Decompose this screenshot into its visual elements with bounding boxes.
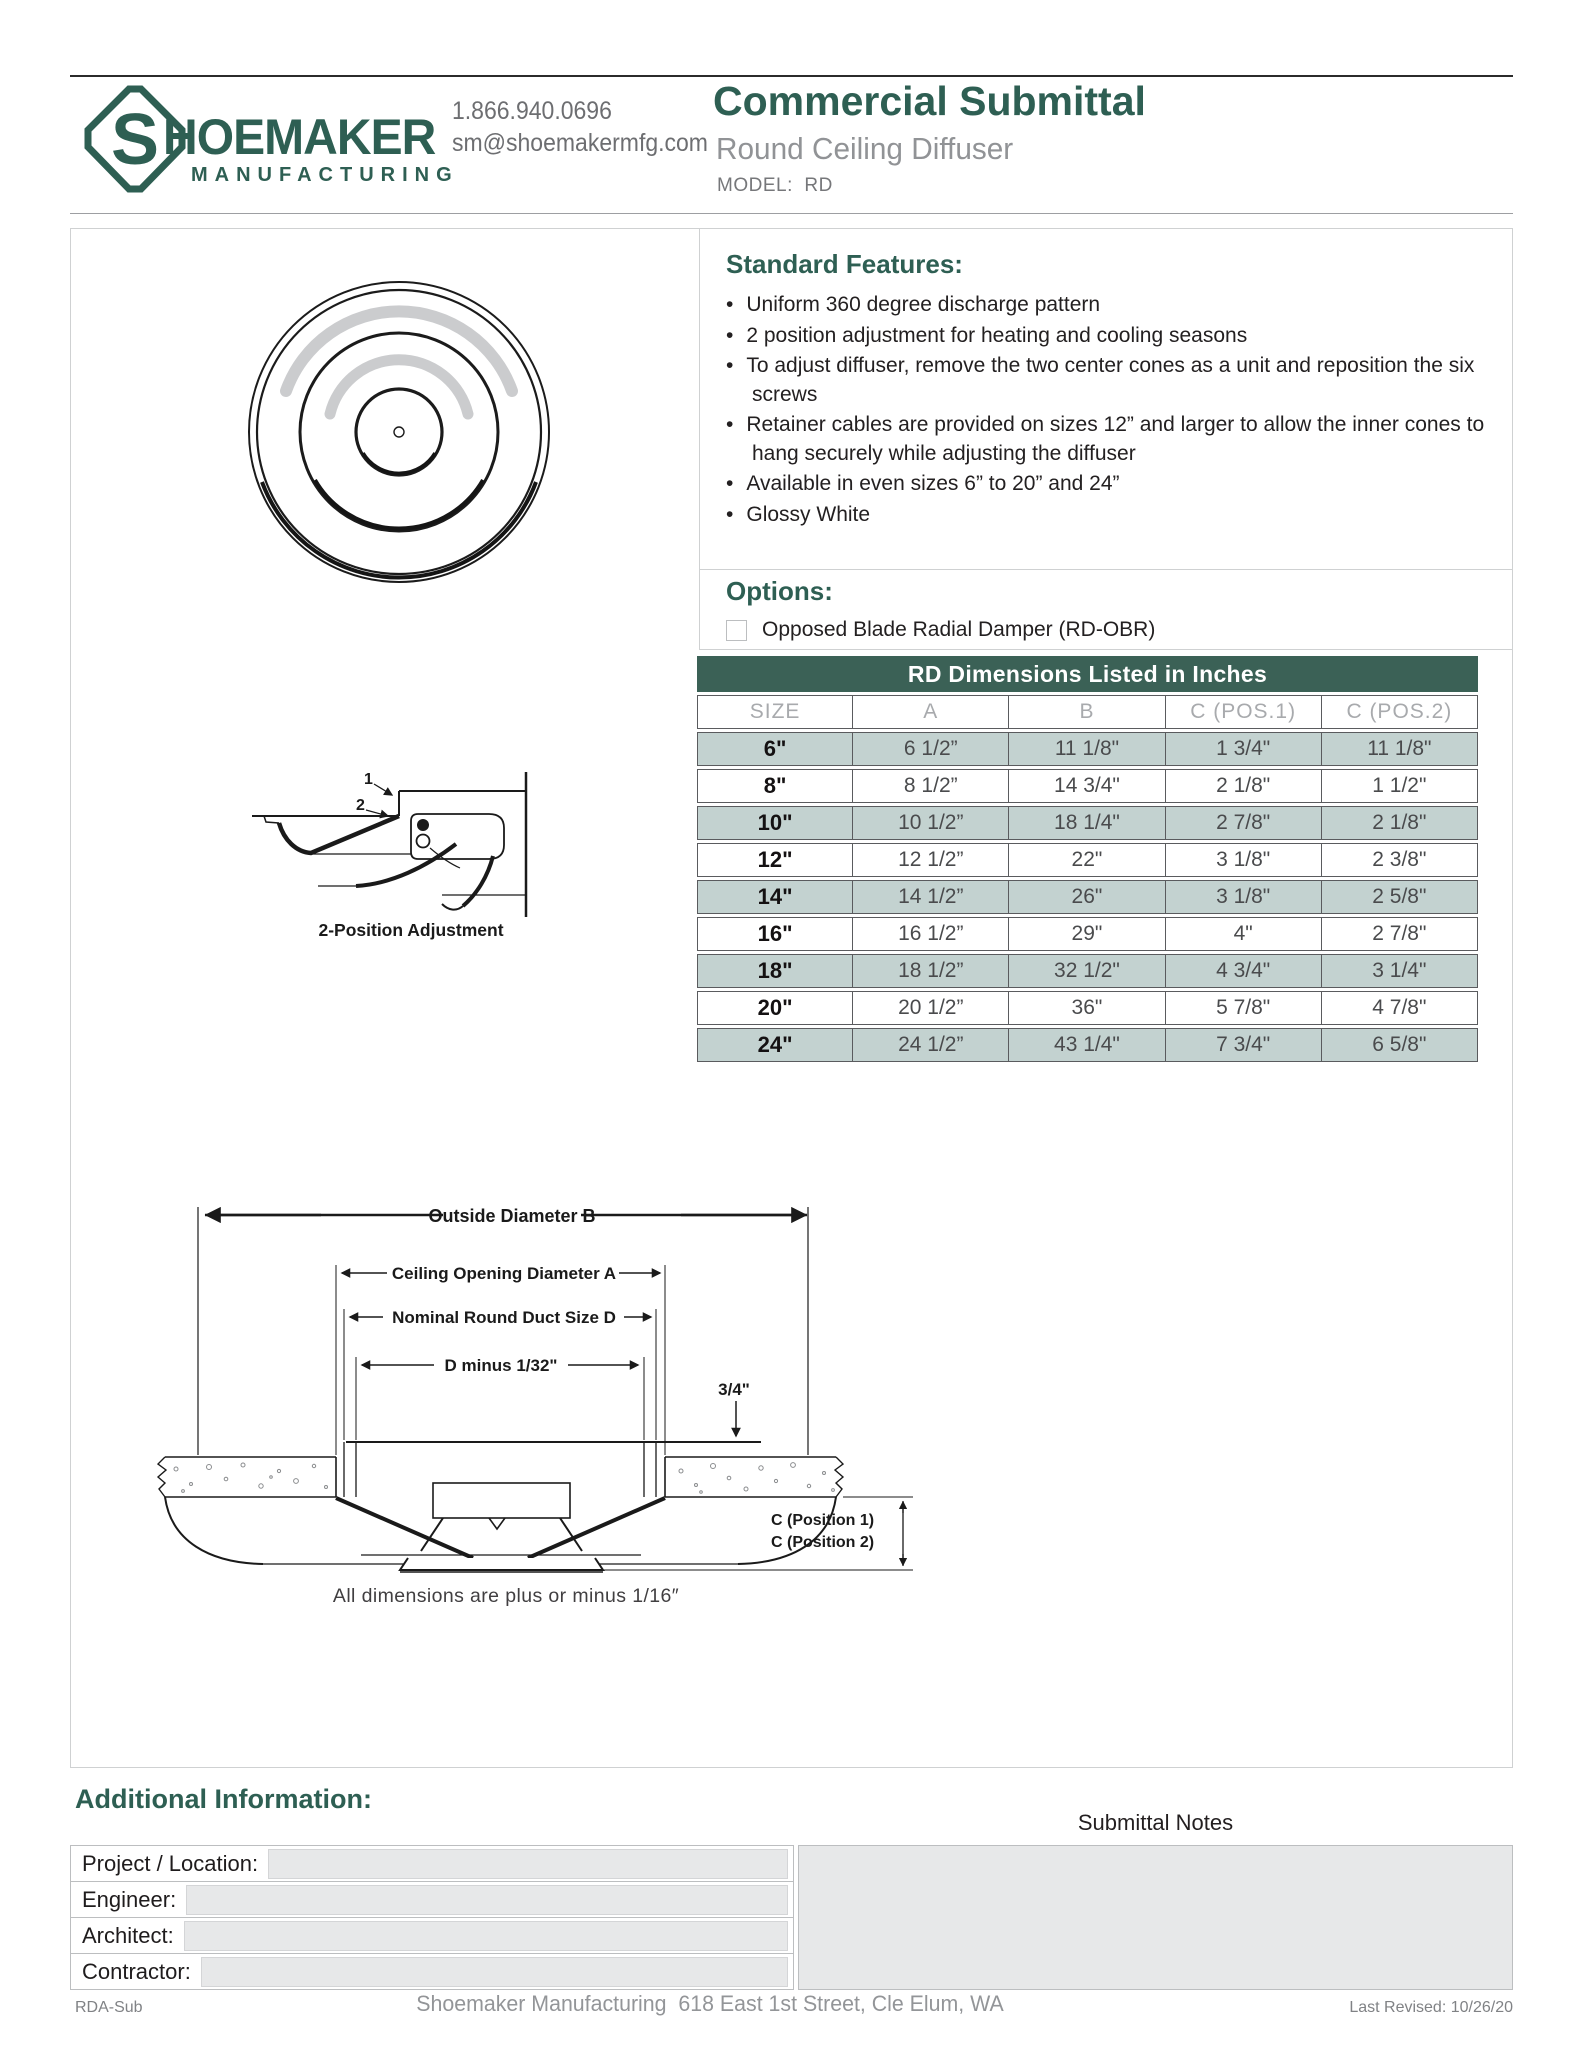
options-heading: Options: bbox=[726, 576, 833, 606]
dim-value-cell: 16 1/2” bbox=[853, 917, 1009, 951]
email-address: sm@shoemakermfg.com bbox=[452, 129, 708, 157]
panel-divider-vertical bbox=[699, 229, 700, 650]
page-title: Commercial Submittal bbox=[713, 78, 1146, 124]
dim-table-header-row bbox=[697, 695, 1478, 729]
header-top-rule bbox=[70, 75, 1513, 77]
dim-value-cell: 4" bbox=[1166, 917, 1322, 951]
dim-value-cell: 32 1/2" bbox=[1009, 954, 1165, 988]
dim-value-cell: 6 5/8" bbox=[1322, 1028, 1478, 1062]
cross-section-diagram bbox=[121, 1159, 921, 1611]
dim-size-cell: 12" bbox=[697, 843, 853, 877]
dim-value-cell: 2 1/8" bbox=[1322, 806, 1478, 840]
dim-label-c-pos2: C (Position 2) bbox=[771, 1534, 875, 1551]
model-label: MODEL: RD bbox=[717, 175, 833, 196]
dim-label-d-minus: D minus 1/32" bbox=[444, 1356, 558, 1375]
dim-value-cell: 2 3/8" bbox=[1322, 843, 1478, 877]
dim-value-cell: 26" bbox=[1009, 880, 1165, 914]
dim-value-cell: 20 1/2” bbox=[853, 991, 1009, 1025]
adjustment-callout-2: 2 bbox=[356, 797, 365, 814]
dim-size-cell: 8" bbox=[697, 769, 853, 803]
dim-value-cell: 22" bbox=[1009, 843, 1165, 877]
info-fields bbox=[70, 1845, 794, 1990]
dimensions-table-title: RD Dimensions Listed in Inches bbox=[697, 656, 1478, 692]
dim-table-row bbox=[697, 917, 1478, 951]
dim-value-cell: 10 1/2” bbox=[853, 806, 1009, 840]
dim-size-cell: 14" bbox=[697, 880, 853, 914]
dim-value-cell: 18 1/2” bbox=[853, 954, 1009, 988]
dim-label-c-pos1: C (Position 1) bbox=[771, 1512, 875, 1529]
dimensions-table bbox=[697, 692, 1478, 1065]
dim-size-cell: 6" bbox=[697, 732, 853, 766]
dim-value-cell: 14 1/2” bbox=[853, 880, 1009, 914]
dim-value-cell: 11 1/8" bbox=[1009, 732, 1165, 766]
dim-value-cell: 1 1/2" bbox=[1322, 769, 1478, 803]
feature-item: • Glossy White bbox=[726, 501, 1496, 530]
dim-value-cell: 11 1/8" bbox=[1322, 732, 1478, 766]
footer-revision-date: Last Revised: 10/26/20 bbox=[1349, 1999, 1513, 2016]
product-subtitle: Round Ceiling Diffuser bbox=[716, 131, 1014, 166]
info-field-label: Contractor: bbox=[82, 1958, 191, 1984]
dimensions-table-container bbox=[697, 656, 1478, 1065]
dim-value-cell: 3 1/4" bbox=[1322, 954, 1478, 988]
footer-company-address: Shoemaker Manufacturing 618 East 1st Street, Cle Elum, WA bbox=[416, 1991, 1004, 2016]
dim-value-cell: 7 3/4" bbox=[1166, 1028, 1322, 1062]
feature-item: • 2 position adjustment for heating and cooling seasons bbox=[726, 322, 1496, 351]
dim-label-outside-b: Outside Diameter B bbox=[428, 1206, 596, 1226]
dim-table-row bbox=[697, 1028, 1478, 1062]
dim-label-duct-d: Nominal Round Duct Size D bbox=[392, 1308, 616, 1327]
info-field-label: Project / Location: bbox=[82, 1850, 259, 1876]
dim-value-cell: 18 1/4" bbox=[1009, 806, 1165, 840]
info-field-row bbox=[71, 1846, 793, 1882]
dim-table-row bbox=[697, 991, 1478, 1025]
dim-value-cell: 43 1/4" bbox=[1009, 1028, 1165, 1062]
logo-subtitle: MANUFACTURING bbox=[191, 164, 459, 186]
header-bottom-rule bbox=[70, 213, 1513, 214]
dim-table-body bbox=[697, 732, 1478, 1062]
dim-column-header: C (POS.2) bbox=[1322, 695, 1478, 729]
info-field-input[interactable] bbox=[201, 1957, 788, 1987]
submittal-notes-title: Submittal Notes bbox=[1077, 1810, 1234, 1835]
adjustment-caption: 2-Position Adjustment bbox=[318, 920, 504, 940]
dim-table-row bbox=[697, 880, 1478, 914]
dim-table-row bbox=[697, 806, 1478, 840]
dim-value-cell: 2 7/8" bbox=[1322, 917, 1478, 951]
dim-value-cell: 2 7/8" bbox=[1166, 806, 1322, 840]
dim-value-cell: 8 1/2” bbox=[853, 769, 1009, 803]
feature-item: • Available in even sizes 6” to 20” and 24” bbox=[726, 470, 1496, 499]
info-field-row bbox=[71, 1954, 793, 1989]
option-label: Opposed Blade Radial Damper (RD-OBR) bbox=[762, 618, 1156, 641]
dim-value-cell: 2 1/8" bbox=[1166, 769, 1322, 803]
dim-table-row bbox=[697, 769, 1478, 803]
info-field-input[interactable] bbox=[184, 1921, 788, 1951]
additional-info-heading: Additional Information: bbox=[75, 1784, 372, 1814]
info-field-input[interactable] bbox=[186, 1885, 788, 1915]
logo-s-letter: S bbox=[110, 100, 160, 180]
submittal-notes-box[interactable] bbox=[798, 1845, 1513, 1990]
logo-wordmark: HOEMAKER bbox=[163, 109, 436, 165]
feature-item: • Retainer cables are provided on sizes 12” and larger to allow the inner cones to hang securely while adjusting the diffuser bbox=[726, 411, 1496, 468]
dim-value-cell: 24 1/2” bbox=[853, 1028, 1009, 1062]
info-field-label: Engineer: bbox=[82, 1886, 177, 1912]
dim-value-cell: 6 1/2” bbox=[853, 732, 1009, 766]
info-field-label: Architect: bbox=[82, 1922, 174, 1948]
info-field-row bbox=[71, 1918, 793, 1954]
dim-size-cell: 20" bbox=[697, 991, 853, 1025]
dim-column-header: C (POS.1) bbox=[1166, 695, 1322, 729]
diffuser-top-view-diagram bbox=[229, 269, 569, 599]
features-options-divider bbox=[699, 569, 1512, 570]
feature-item: • Uniform 360 degree discharge pattern bbox=[726, 291, 1496, 320]
dim-label-flange: 3/4" bbox=[718, 1380, 750, 1399]
dim-column-header: B bbox=[1009, 695, 1165, 729]
dim-size-cell: 10" bbox=[697, 806, 853, 840]
dim-size-cell: 18" bbox=[697, 954, 853, 988]
phone-number: 1.866.940.0696 bbox=[452, 97, 612, 125]
dim-value-cell: 14 3/4" bbox=[1009, 769, 1165, 803]
dim-table-row bbox=[697, 732, 1478, 766]
dim-table-row bbox=[697, 954, 1478, 988]
dim-value-cell: 1 3/4" bbox=[1166, 732, 1322, 766]
dim-size-cell: 16" bbox=[697, 917, 853, 951]
dim-value-cell: 3 1/8" bbox=[1166, 880, 1322, 914]
dim-value-cell: 12 1/2” bbox=[853, 843, 1009, 877]
footer-doc-code: RDA-Sub bbox=[75, 1999, 143, 2016]
features-list bbox=[726, 291, 1496, 531]
dim-column-header: SIZE bbox=[697, 695, 853, 729]
dim-size-cell: 24" bbox=[697, 1028, 853, 1062]
dim-value-cell: 2 5/8" bbox=[1322, 880, 1478, 914]
dim-column-header: A bbox=[853, 695, 1009, 729]
dim-label-opening-a: Ceiling Opening Diameter A bbox=[391, 1264, 617, 1283]
dim-value-cell: 4 3/4" bbox=[1166, 954, 1322, 988]
adjustment-callout-1: 1 bbox=[364, 771, 373, 788]
info-field-row bbox=[71, 1882, 793, 1918]
dim-value-cell: 29" bbox=[1009, 917, 1165, 951]
dim-value-cell: 5 7/8" bbox=[1166, 991, 1322, 1025]
option-checkbox[interactable] bbox=[726, 620, 747, 641]
dim-value-cell: 4 7/8" bbox=[1322, 991, 1478, 1025]
options-bottom-divider bbox=[699, 649, 1512, 650]
option-row bbox=[726, 618, 1155, 642]
dim-value-cell: 3 1/8" bbox=[1166, 843, 1322, 877]
info-field-input[interactable] bbox=[268, 1849, 788, 1879]
feature-item: • To adjust diffuser, remove the two center cones as a unit and reposition the six screws bbox=[726, 352, 1496, 409]
dim-value-cell: 36" bbox=[1009, 991, 1165, 1025]
features-heading: Standard Features: bbox=[726, 249, 963, 279]
two-position-adjustment-diagram bbox=[206, 764, 636, 944]
dim-table-row bbox=[697, 843, 1478, 877]
tolerance-note: All dimensions are plus or minus 1/16″ bbox=[332, 1585, 680, 1607]
content-box bbox=[70, 228, 1513, 1768]
